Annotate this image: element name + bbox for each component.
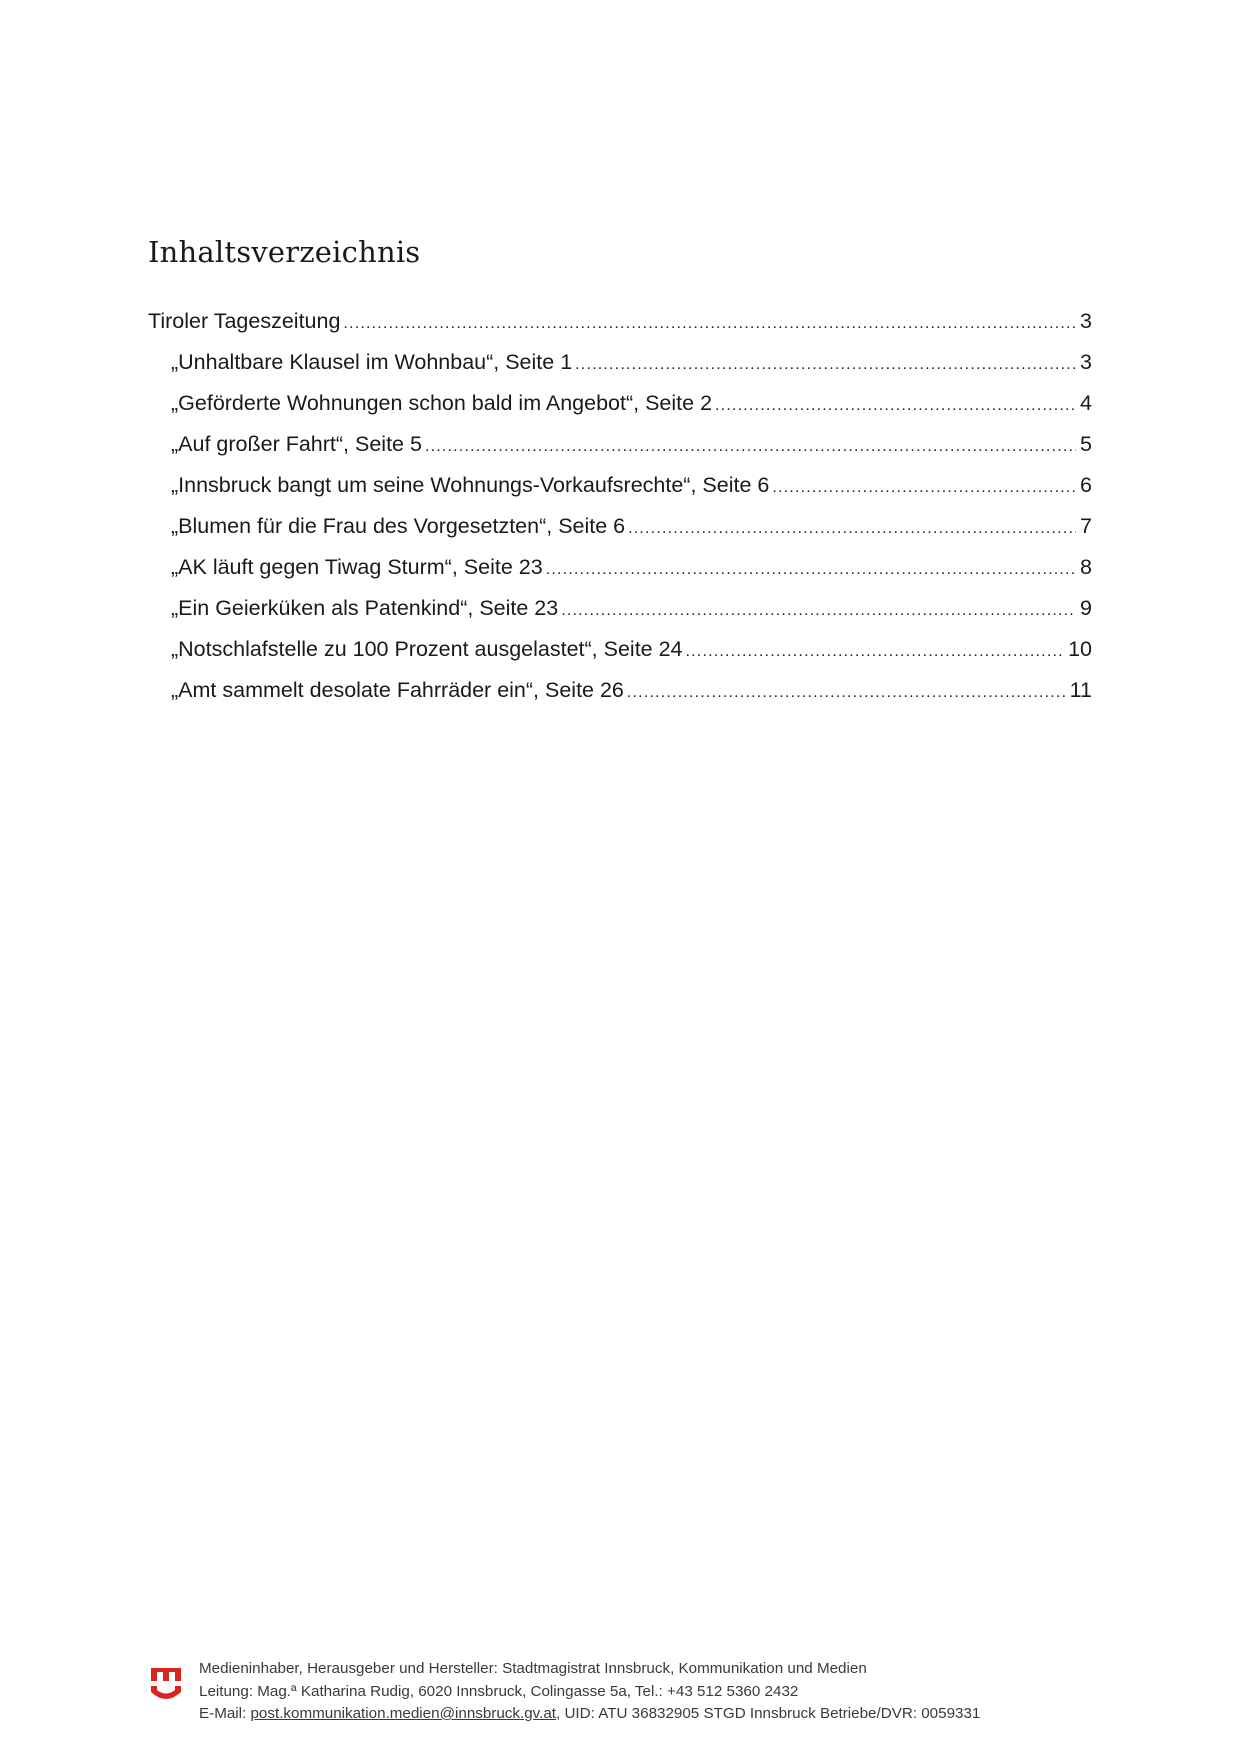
footer-email-link[interactable]: post.kommunikation.medien@innsbruck.gv.at [250,1705,557,1722]
toc-entry-title: „Auf großer Fahrt“, Seite 5 [171,432,422,456]
toc-entry-title: „Notschlafstelle zu 100 Prozent ausgelastet“, Seite 24 [171,637,683,661]
toc-dot-leader [715,391,1076,420]
footer-publisher-line: Medieninhaber, Herausgeber und Hersteller: Stadtmagistrat Innsbruck, Kommunikation und Medien [199,1660,867,1677]
toc-page-number: 3 [1080,309,1092,333]
toc-entry-title: „Unhaltbare Klausel im Wohnbau“, Seite 1 [171,350,573,374]
toc-entry[interactable] [148,430,1092,471]
toc-entry-title: „Blumen für die Frau des Vorgesetzten“, Seite 6 [171,514,626,538]
toc-dot-leader [772,473,1076,502]
toc-dot-leader [546,555,1076,584]
toc-dot-leader [343,309,1076,338]
toc-entry[interactable] [148,594,1092,635]
footer-email-label: E-Mail: [199,1705,251,1722]
toc-page-number: 3 [1080,350,1092,374]
toc-entry[interactable] [148,307,1092,348]
toc-dot-leader [575,350,1076,379]
toc-page-number: 11 [1069,678,1092,702]
toc-page-number: 6 [1080,473,1092,497]
toc-heading: Inhaltsverzeichnis [148,235,421,269]
toc-page-number: 5 [1080,432,1092,456]
toc-entry[interactable] [148,471,1092,512]
toc-page-number: 8 [1080,555,1092,579]
footer-uid-text: , UID: ATU 36832905 STGD Innsbruck Betriebe/DVR: 0059331 [556,1705,981,1722]
toc-dot-leader [628,514,1076,543]
page-footer [150,1658,1090,1738]
footer-management-line: Leitung: Mag.ª Katharina Rudig, 6020 Innsbruck, Colingasse 5a, Tel.: +43 512 5360 2432 [199,1682,799,1700]
toc-dot-leader [627,678,1066,707]
toc-entry-title: „Ein Geierküken als Patenkind“, Seite 23 [171,596,559,620]
toc-entry-title: Tiroler Tageszeitung [148,309,341,333]
toc-entry[interactable] [148,676,1092,717]
footer-contact-line [199,1703,980,1726]
toc-entry-title: „AK läuft gegen Tiwag Sturm“, Seite 23 [171,555,543,579]
footer-imprint [199,1658,980,1726]
toc-page-number: 7 [1080,514,1092,538]
toc-entry[interactable] [148,389,1092,430]
toc-entry[interactable] [148,553,1092,594]
toc-dot-leader [561,596,1076,625]
toc-entry-title: „Innsbruck bangt um seine Wohnungs-Vorkaufsrechte“, Seite 6 [171,473,770,497]
toc-page-number: 4 [1080,391,1092,415]
toc-entry[interactable] [148,348,1092,389]
toc-page-number: 10 [1068,637,1092,661]
toc-entry[interactable] [148,512,1092,553]
toc-dot-leader [686,637,1065,666]
toc-dot-leader [425,432,1076,461]
toc-entry-title: „Amt sammelt desolate Fahrräder ein“, Seite 26 [171,678,624,702]
toc-entry[interactable] [148,635,1092,676]
toc-entry-title: „Geförderte Wohnungen schon bald im Angebot“, Seite 2 [171,391,713,415]
innsbruck-city-logo-icon [150,1666,182,1704]
toc-page-number: 9 [1080,596,1092,620]
table-of-contents [148,307,1092,717]
